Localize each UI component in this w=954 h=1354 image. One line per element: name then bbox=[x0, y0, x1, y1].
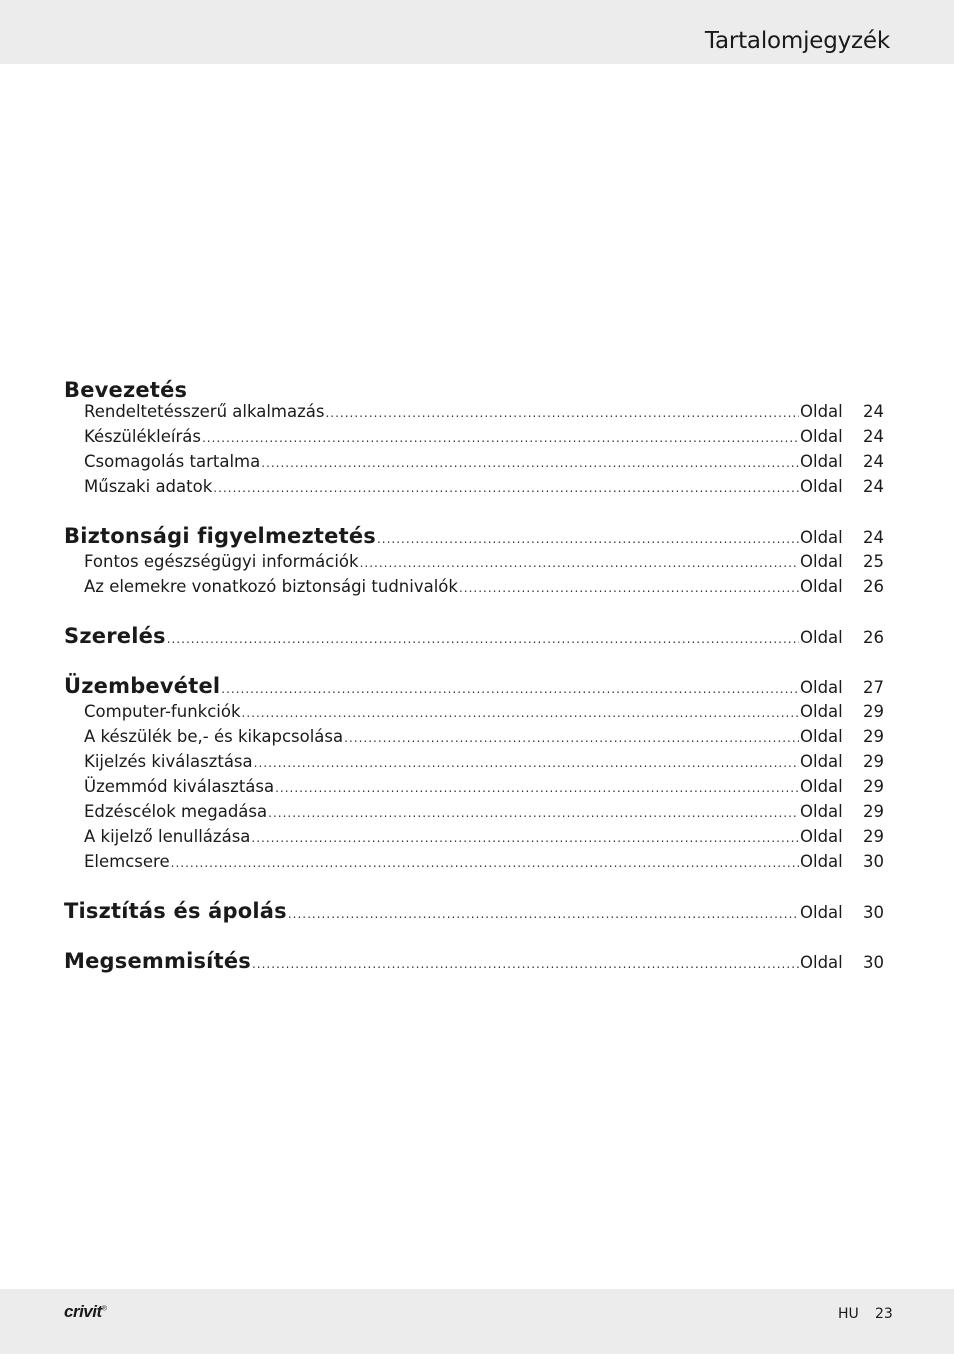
toc-section-row bbox=[64, 899, 884, 924]
toc-entry-row bbox=[64, 724, 884, 749]
toc-leader-dots bbox=[268, 801, 799, 826]
page-number: 23 bbox=[875, 1306, 893, 1322]
toc-page-word: Oldal bbox=[800, 678, 843, 697]
toc-entry-row bbox=[64, 574, 884, 599]
toc-page-word: Oldal bbox=[800, 852, 843, 871]
toc-section-row bbox=[64, 624, 884, 649]
toc-page-word: Oldal bbox=[800, 827, 843, 846]
toc-section-title: Bevezetés bbox=[64, 378, 188, 402]
toc-page-word: Oldal bbox=[800, 452, 843, 471]
toc-section-title: Tisztítás és ápolás bbox=[64, 899, 287, 923]
toc-entry-label: Kijelzés kiválasztása bbox=[84, 752, 253, 771]
brand-logo bbox=[64, 1302, 106, 1322]
toc-section-title: Üzembevétel bbox=[64, 674, 221, 698]
toc-page-number: 29 bbox=[863, 727, 884, 746]
toc-page-number: 29 bbox=[863, 702, 884, 721]
toc-entry-label: Elemcsere bbox=[84, 852, 170, 871]
header-band bbox=[0, 0, 954, 64]
toc-page-number: 29 bbox=[863, 777, 884, 796]
toc-page-word: Oldal bbox=[800, 953, 843, 972]
toc-page-word: Oldal bbox=[800, 702, 843, 721]
toc-page-number: 29 bbox=[863, 802, 884, 821]
toc-leader-dots bbox=[275, 776, 799, 801]
toc-page-number: 29 bbox=[863, 752, 884, 771]
toc-page-word: Oldal bbox=[800, 777, 843, 796]
toc-leader-dots bbox=[344, 726, 799, 751]
toc-page-number: 30 bbox=[863, 852, 884, 871]
toc-leader-dots bbox=[254, 751, 799, 776]
brand-logo-text: crivit bbox=[64, 1302, 102, 1321]
toc-entry-label: Fontos egészségügyi információk bbox=[84, 552, 359, 571]
toc-page-number: 24 bbox=[863, 528, 884, 547]
toc-leader-dots bbox=[377, 527, 799, 552]
toc-leader-dots bbox=[213, 476, 799, 501]
toc-section-title: Megsemmisítés bbox=[64, 949, 251, 973]
toc-page-number: 24 bbox=[863, 427, 884, 446]
toc-page-number: 25 bbox=[863, 552, 884, 571]
toc-entry-row bbox=[64, 774, 884, 799]
toc-entry-row bbox=[64, 424, 884, 449]
toc-page-word: Oldal bbox=[800, 577, 843, 596]
toc-page-word: Oldal bbox=[800, 727, 843, 746]
toc-section-row bbox=[64, 949, 884, 974]
toc-page-number: 24 bbox=[863, 477, 884, 496]
toc-leader-dots bbox=[459, 576, 799, 601]
toc-entry-row bbox=[64, 699, 884, 724]
toc-leader-dots bbox=[251, 826, 799, 851]
toc-leader-dots bbox=[171, 851, 799, 876]
toc-entry-row bbox=[64, 474, 884, 499]
toc-page-word: Oldal bbox=[800, 427, 843, 446]
toc-page-number: 29 bbox=[863, 827, 884, 846]
brand-logo-mark: ® bbox=[101, 1305, 107, 1313]
toc-leader-dots bbox=[325, 401, 799, 426]
toc-leader-dots bbox=[242, 701, 799, 726]
toc-section-title: Szerelés bbox=[64, 624, 166, 648]
toc-entry-label: A készülék be,- és kikapcsolása bbox=[84, 727, 344, 746]
language-code: HU bbox=[838, 1306, 859, 1322]
toc-section-row bbox=[64, 376, 884, 401]
toc-entry-row bbox=[64, 799, 884, 824]
toc-section-title: Biztonsági figyelmeztetés bbox=[64, 524, 376, 548]
toc-leader-dots bbox=[167, 627, 799, 652]
toc-entry-label: Computer-funkciók bbox=[84, 702, 241, 721]
toc-leader-dots bbox=[288, 902, 799, 927]
toc-entry-label: Csomagolás tartalma bbox=[84, 452, 261, 471]
toc-page-word: Oldal bbox=[800, 628, 843, 647]
toc-page-number: 24 bbox=[863, 452, 884, 471]
toc-page-word: Oldal bbox=[800, 903, 843, 922]
toc-entry-row bbox=[64, 549, 884, 574]
toc-entry-label: Az elemekre vonatkozó biztonsági tudnivalók bbox=[84, 577, 458, 596]
toc-entry-row bbox=[64, 849, 884, 874]
toc-page-number: 24 bbox=[863, 402, 884, 421]
toc-section-row bbox=[64, 524, 884, 549]
toc-page-number: 26 bbox=[863, 577, 884, 596]
toc-page-word: Oldal bbox=[800, 752, 843, 771]
toc-leader-dots bbox=[221, 677, 799, 702]
toc-leader-dots bbox=[360, 551, 799, 576]
footer-band bbox=[0, 1289, 954, 1354]
toc-page-word: Oldal bbox=[800, 402, 843, 421]
toc-page-word: Oldal bbox=[800, 477, 843, 496]
page-title: Tartalomjegyzék bbox=[704, 28, 890, 54]
toc-leader-dots bbox=[252, 952, 799, 977]
toc-entry-row bbox=[64, 749, 884, 774]
toc-entry-label: A kijelző lenullázása bbox=[84, 827, 251, 846]
toc-page-number: 30 bbox=[863, 903, 884, 922]
toc-entry-row bbox=[64, 824, 884, 849]
toc-page-number: 27 bbox=[863, 678, 884, 697]
toc-entry-label: Műszaki adatok bbox=[84, 477, 213, 496]
toc-leader-dots bbox=[261, 451, 799, 476]
toc-page-word: Oldal bbox=[800, 528, 843, 547]
toc-entry-row bbox=[64, 449, 884, 474]
toc-section-row bbox=[64, 674, 884, 699]
toc-page-word: Oldal bbox=[800, 802, 843, 821]
toc-entry-label: Edzéscélok megadása bbox=[84, 802, 268, 821]
toc-entry-row bbox=[64, 399, 884, 424]
toc-entry-label: Rendeltetésszerű alkalmazás bbox=[84, 402, 325, 421]
toc-entry-label: Készülékleírás bbox=[84, 427, 201, 446]
table-of-contents bbox=[64, 376, 884, 974]
toc-leader-dots bbox=[202, 426, 799, 451]
toc-page-number: 30 bbox=[863, 953, 884, 972]
toc-page-word: Oldal bbox=[800, 552, 843, 571]
toc-entry-label: Üzemmód kiválasztása bbox=[84, 777, 275, 796]
toc-page-number: 26 bbox=[863, 628, 884, 647]
